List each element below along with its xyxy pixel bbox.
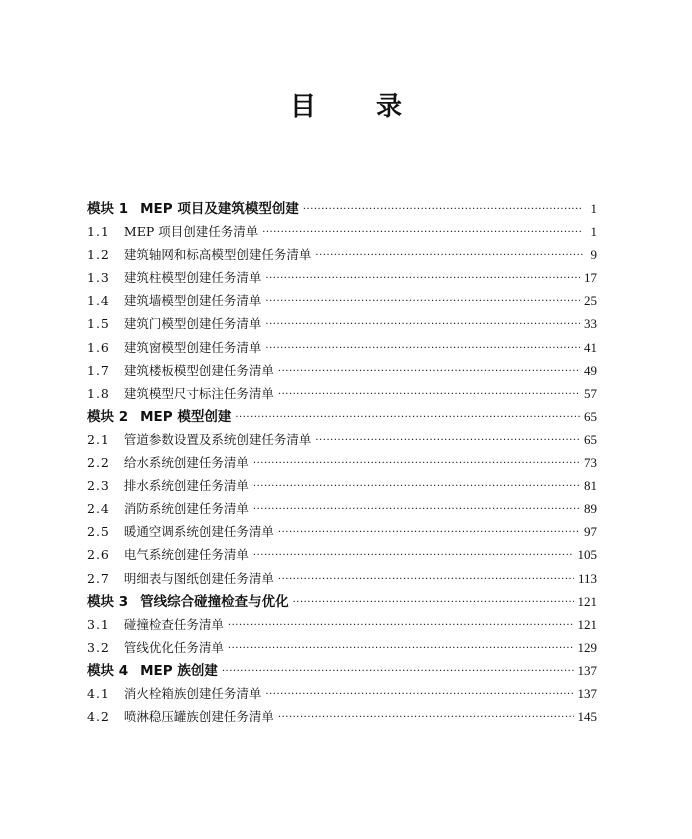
toc-section-number: 1.7: [87, 362, 110, 378]
toc-section-number: 2.5: [87, 524, 110, 540]
toc-entry-title: 消防系统创建任务清单: [123, 501, 249, 517]
toc-entry-title: MEP 项目创建任务清单: [123, 224, 259, 240]
title-char-1: 目: [289, 92, 316, 122]
toc-section-row[interactable]: [87, 312, 597, 335]
toc-module-number: 模块 3: [87, 593, 129, 610]
toc-page-number: 41: [584, 339, 597, 355]
toc-section-number: 1.6: [87, 339, 110, 355]
toc-entry-title: 消火栓箱族创建任务清单: [123, 685, 262, 701]
dot-leader: [253, 473, 580, 498]
toc-section-row[interactable]: [87, 682, 597, 705]
toc-page-number: 137: [577, 685, 597, 701]
toc-page-number: 25: [584, 293, 597, 309]
dot-leader: [235, 405, 580, 429]
toc-section-row[interactable]: [87, 266, 597, 289]
toc-page-number: 65: [584, 408, 597, 424]
toc-page-number: 49: [584, 362, 597, 378]
dot-leader: [253, 496, 580, 521]
dot-leader: [315, 427, 580, 452]
toc-entry-title: 电气系统创建任务清单: [123, 547, 249, 563]
toc-page-number: 121: [577, 593, 597, 609]
dot-leader: [278, 358, 580, 383]
dot-leader: [293, 590, 574, 614]
dot-leader: [303, 197, 583, 221]
toc-entry-title: 建筑墙模型创建任务清单: [123, 293, 262, 309]
toc-section-row[interactable]: [87, 359, 597, 382]
dot-leader: [265, 311, 580, 336]
toc-section-number: 3.1: [87, 616, 110, 632]
toc-entry-title: 管道参数设置及系统创建任务清单: [123, 431, 312, 447]
toc-section-row[interactable]: [87, 520, 597, 543]
toc-page-number: 1: [590, 224, 597, 240]
toc-entry-title: 喷淋稳压罐族创建任务清单: [123, 709, 274, 725]
toc-entry-title: 明细表与图纸创建任务清单: [123, 570, 274, 586]
toc-section-number: 1.8: [87, 385, 110, 401]
toc-section-number: 4.1: [87, 685, 110, 701]
dot-leader: [315, 242, 583, 267]
toc-section-number: 1.3: [87, 270, 110, 286]
toc-section-row[interactable]: [87, 705, 597, 728]
toc-module-number: 模块 4: [87, 662, 129, 679]
toc-section-number: 1.2: [87, 247, 110, 263]
toc-page-number: 145: [577, 709, 597, 725]
dot-leader: [228, 635, 574, 660]
toc-section-row[interactable]: [87, 613, 597, 636]
toc-section-row[interactable]: [87, 567, 597, 590]
toc-section-row[interactable]: [87, 451, 597, 474]
page-title: [0, 86, 692, 123]
toc-entry-title: 给水系统创建任务清单: [123, 455, 249, 471]
toc-section-number: 2.4: [87, 501, 110, 517]
toc-entry-title: MEP 模型创建: [140, 408, 232, 425]
toc-section-row[interactable]: [87, 382, 597, 405]
toc-page-number: 137: [577, 662, 597, 678]
dot-leader: [278, 519, 580, 544]
toc-page-number: 57: [584, 385, 597, 401]
toc-module-number: 模块 2: [87, 408, 129, 425]
toc-page-number: 17: [584, 270, 597, 286]
toc-section-number: 1.5: [87, 316, 110, 332]
dot-leader: [253, 542, 574, 567]
toc-entry-title: 建筑模型尺寸标注任务清单: [123, 385, 274, 401]
toc-section-row[interactable]: [87, 220, 597, 243]
toc-section-row[interactable]: [87, 243, 597, 266]
toc-page-number: 81: [584, 478, 597, 494]
toc-module-row[interactable]: [87, 590, 597, 613]
toc-module-row[interactable]: [87, 197, 597, 220]
toc-page-number: 113: [577, 570, 597, 586]
toc-section-row[interactable]: [87, 543, 597, 566]
toc-entry-title: 碰撞检查任务清单: [123, 616, 224, 632]
toc-entry-title: 建筑门模型创建任务清单: [123, 316, 262, 332]
dot-leader: [265, 681, 573, 706]
toc-page-number: 73: [584, 455, 597, 471]
toc-section-row[interactable]: [87, 497, 597, 520]
toc-page-number: 97: [584, 524, 597, 540]
toc-section-number: 2.1: [87, 431, 110, 447]
dot-leader: [262, 219, 583, 244]
toc-section-number: 2.3: [87, 478, 110, 494]
dot-leader: [265, 288, 580, 313]
toc-module-row[interactable]: [87, 659, 597, 682]
dot-leader: [265, 265, 580, 290]
toc-section-number: 1.1: [87, 224, 110, 240]
toc-page-number: 105: [577, 547, 597, 563]
toc-section-row[interactable]: [87, 428, 597, 451]
dot-leader: [222, 659, 574, 683]
toc-page-number: 65: [584, 431, 597, 447]
toc-page-number: 121: [577, 616, 597, 632]
table-of-contents: [87, 197, 597, 728]
toc-section-number: 3.2: [87, 639, 110, 655]
toc-section-row[interactable]: [87, 474, 597, 497]
toc-section-number: 4.2: [87, 709, 110, 725]
toc-page-number: 1: [590, 201, 597, 216]
toc-section-number: 1.4: [87, 293, 110, 309]
dot-leader: [278, 566, 574, 591]
toc-section-number: 2.6: [87, 547, 110, 563]
toc-module-number: 模块 1: [87, 201, 129, 217]
toc-entry-title: 建筑楼板模型创建任务清单: [123, 362, 274, 378]
toc-entry-title: 建筑柱模型创建任务清单: [123, 270, 262, 286]
dot-leader: [265, 335, 580, 360]
dot-leader: [253, 450, 580, 475]
toc-section-row[interactable]: [87, 336, 597, 359]
title-char-2: 录: [376, 92, 403, 122]
dot-leader: [278, 381, 580, 406]
toc-entry-title: 建筑窗模型创建任务清单: [123, 339, 262, 355]
toc-section-number: 2.7: [87, 570, 110, 586]
toc-entry-title: 管线综合碰撞检查与优化: [140, 593, 289, 610]
toc-page-number: 33: [584, 316, 597, 332]
toc-page-number: 89: [584, 501, 597, 517]
toc-entry-title: 暖通空调系统创建任务清单: [123, 524, 274, 540]
toc-entry-title: 管线优化任务清单: [123, 639, 224, 655]
toc-section-row[interactable]: [87, 636, 597, 659]
toc-page-number: 9: [590, 247, 597, 263]
dot-leader: [278, 704, 574, 729]
toc-entry-title: MEP 族创建: [140, 662, 218, 679]
toc-section-number: 2.2: [87, 455, 110, 471]
dot-leader: [228, 612, 574, 637]
toc-entry-title: MEP 项目及建筑模型创建: [140, 201, 299, 217]
toc-section-row[interactable]: [87, 289, 597, 312]
toc-entry-title: 建筑轴网和标高模型创建任务清单: [123, 247, 312, 263]
toc-page-number: 129: [577, 639, 597, 655]
toc-entry-title: 排水系统创建任务清单: [123, 478, 249, 494]
toc-module-row[interactable]: [87, 405, 597, 428]
